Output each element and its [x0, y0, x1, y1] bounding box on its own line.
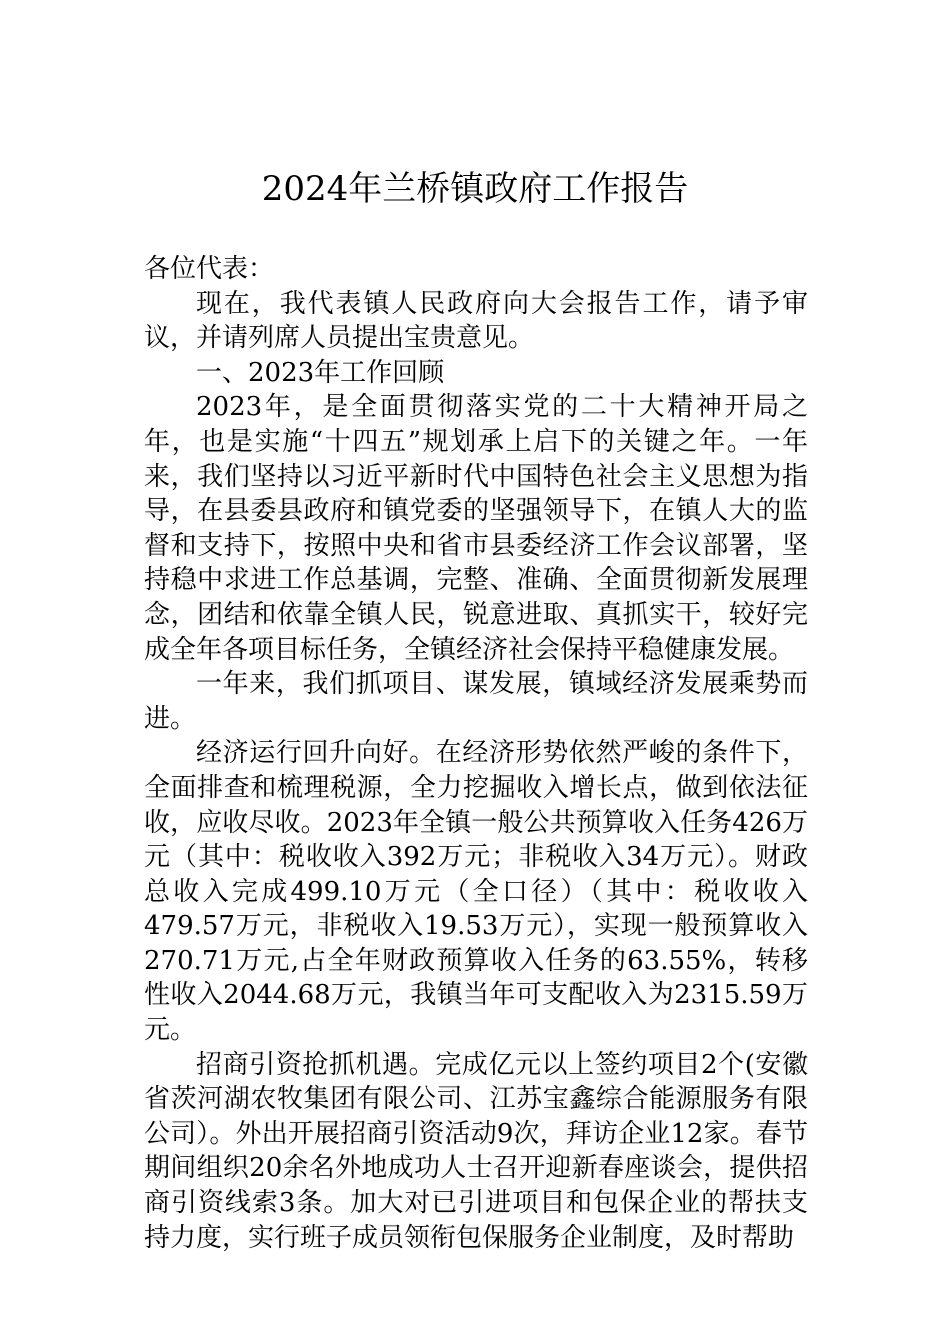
paragraph-intro: 现在，我代表镇人民政府向大会报告工作，请予审议，并请列席人员提出宝贵意见。 [144, 288, 808, 354]
paragraph-economy: 经济运行回升向好。在经济形势依然严峻的条件下，全面排查和梳理税源，全力挖掘收入增长点，做到依法征收，应收尽收。2023年全镇一般公共预算收入任务426万元（其中：税收收入392万元；非税收入34万元）。财政总收入完成499.10万元（全口径）（其中：税收收入479.57万元，非税收入19.53万元），实现一般预算收入270.71万元,占全年财政预算收入任务的63.55%，转移性收入2044.68万元，我镇当年可支配收入为2315.59万元。 [144, 738, 808, 1046]
paragraph-overview: 2023年，是全面贯彻落实党的二十大精神开局之年，也是实施“十四五”规划承上启下的关键之年。一年来，我们坚持以习近平新时代中国特色社会主义思想为指导，在县委县政府和镇党委的坚强领导下，在镇人大的监督和支持下，按照中央和省市县委经济工作会议部署，坚持稳中求进工作总基调，完整、准确、全面贯彻新发展理念，团结和依靠全镇人民，锐意进取、真抓实干，较好完成全年各项目标任务，全镇经济社会保持平稳健康发展。 [144, 392, 808, 665]
document-body [144, 252, 808, 1255]
paragraph-summary: 一年来，我们抓项目、谋发展，镇域经济发展乘势而进。 [144, 669, 808, 734]
document-title: 2024年兰桥镇政府工作报告 [261, 169, 689, 209]
section-heading: 一、2023年工作回顾 [196, 357, 445, 388]
salutation: 各位代表： [144, 254, 275, 284]
paragraph-investment: 招商引资抢抓机遇。完成亿元以上签约项目2个(安徽省茨河湖农牧集团有限公司、江苏宝鑫综合能源服务有限公司）。外出开展招商引资活动9次，拜访企业12家。春节期间组织20余名外地成功人士召开迎新春座谈会，提供招商引资线索3条。加大对已引进项目和包保企业的帮扶支持力度，实行班子成员领衔包保服务企业制度，及时帮助 [144, 1049, 808, 1253]
